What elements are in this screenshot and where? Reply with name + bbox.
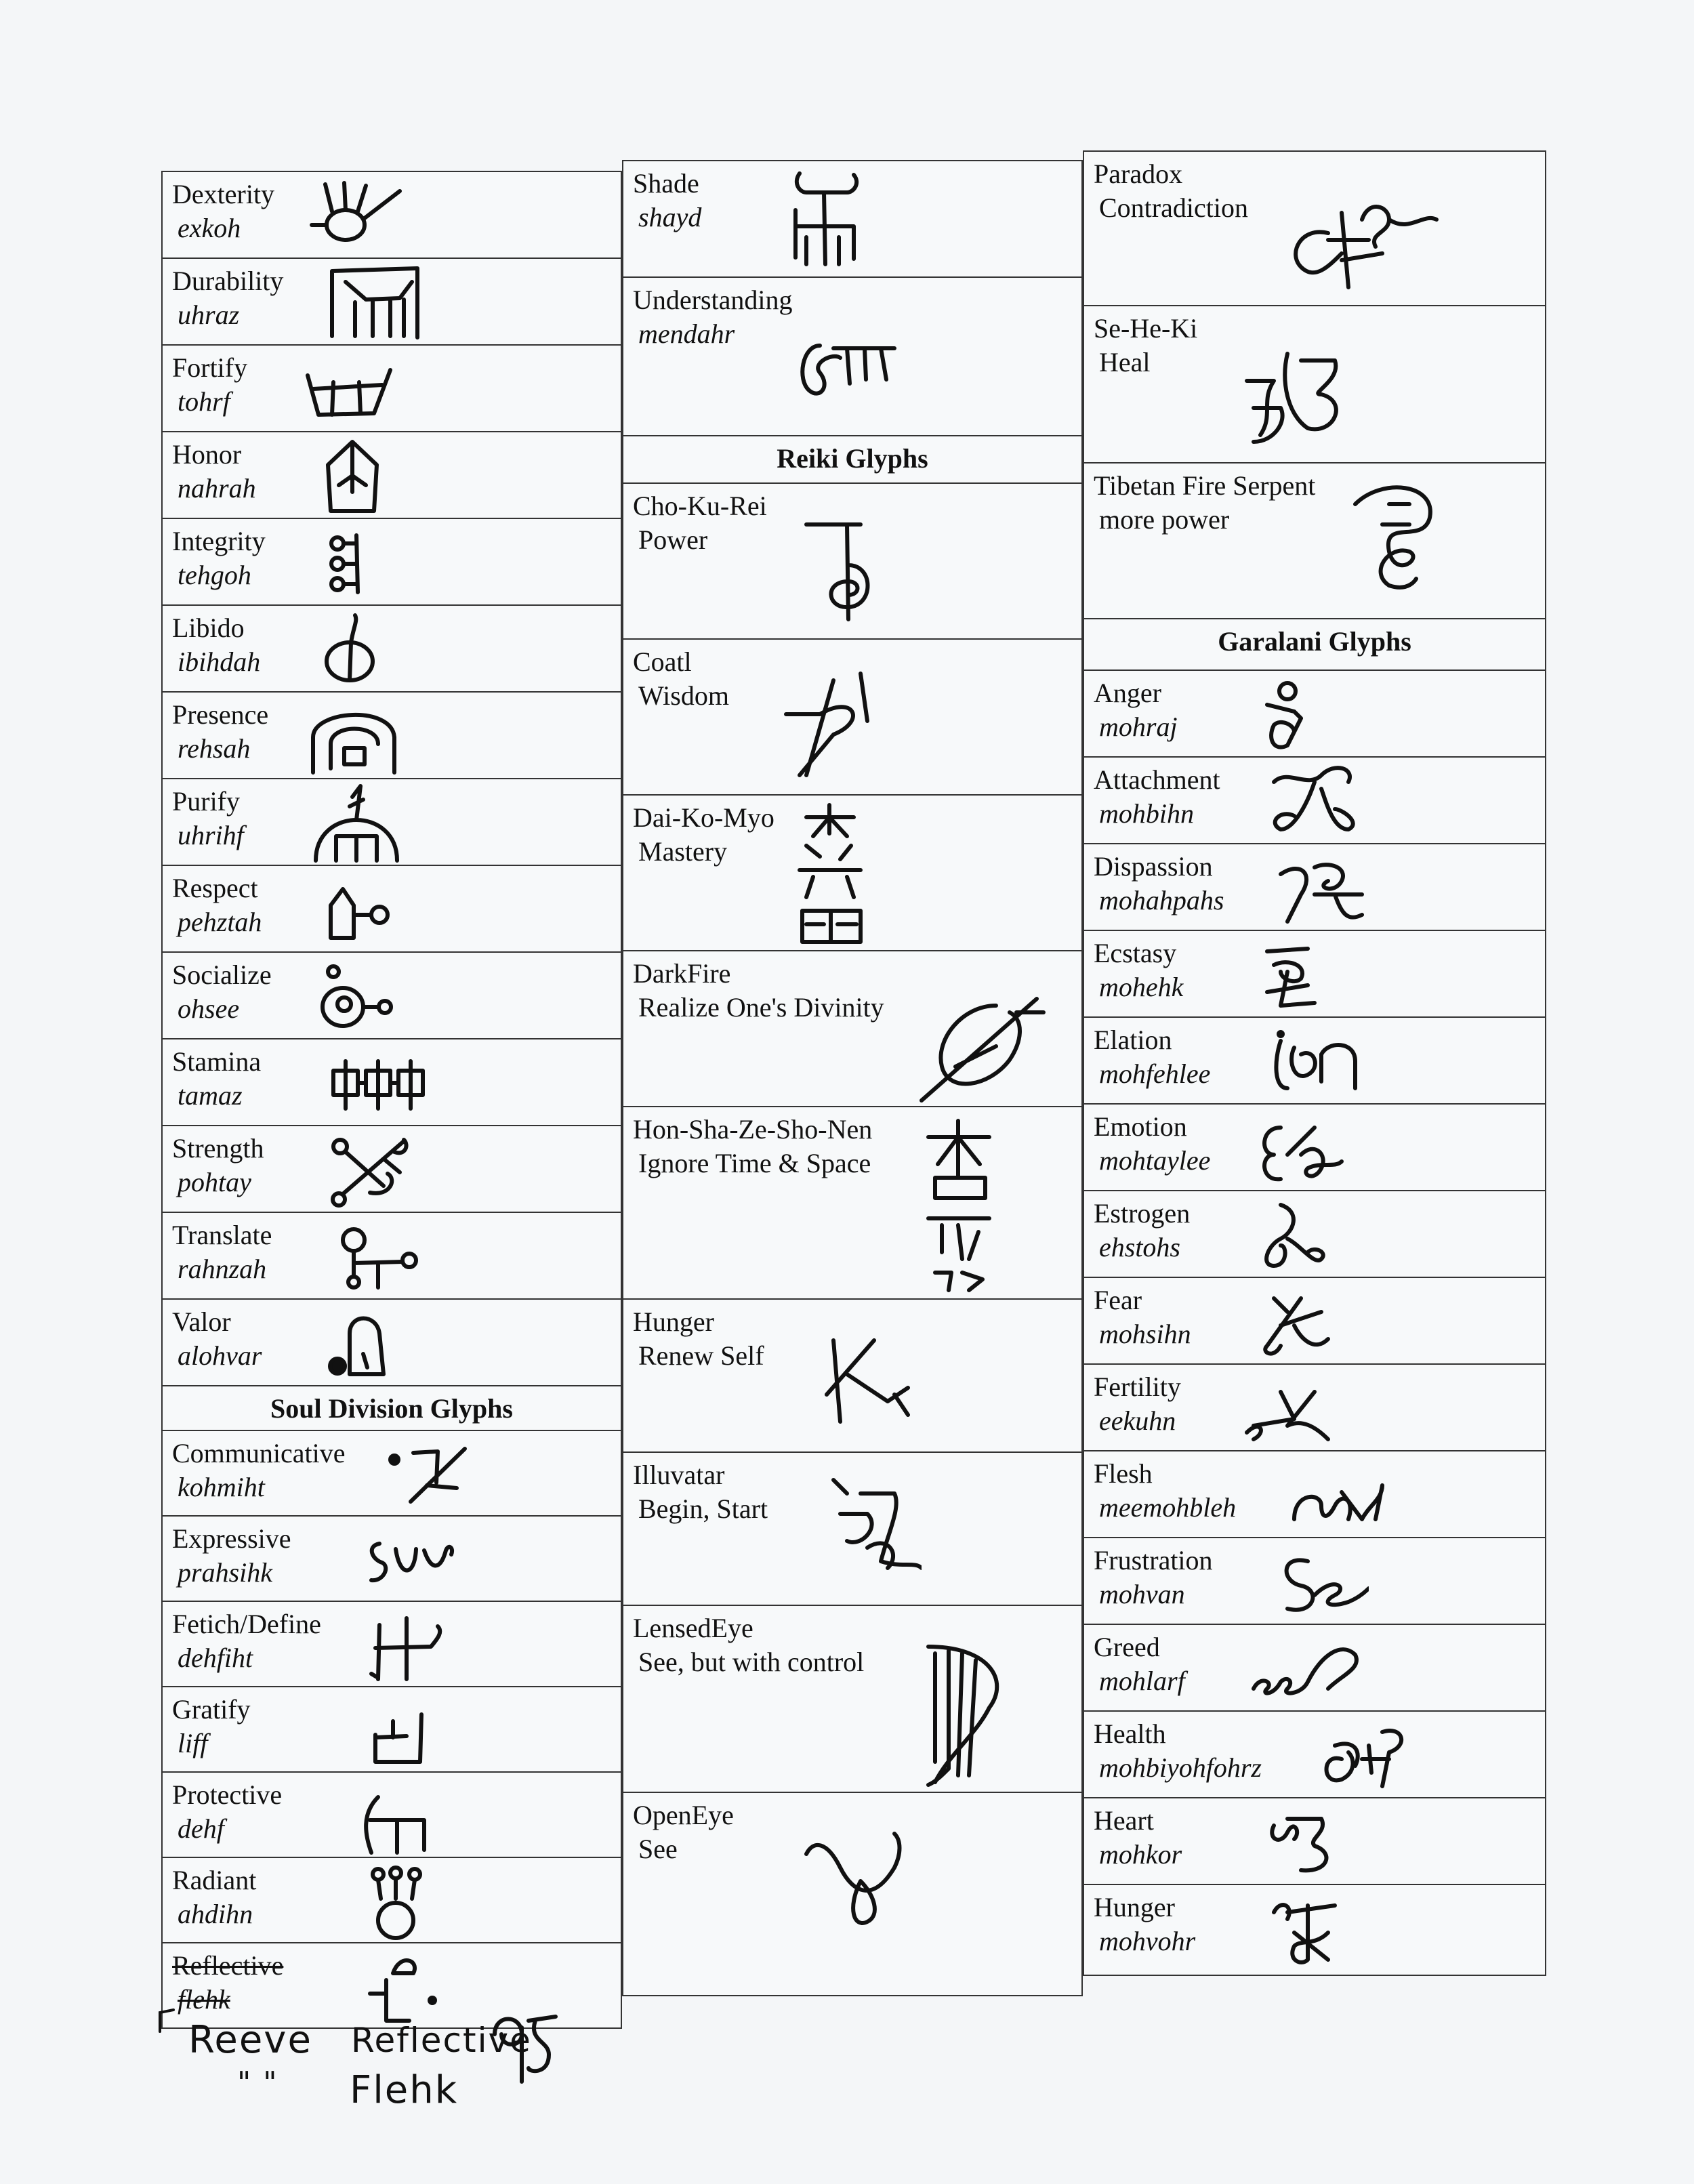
- gratify-glyph-icon: [366, 1701, 434, 1769]
- dispassion-glyph-icon: [1274, 854, 1376, 928]
- glyph-word: tehgoh: [178, 560, 251, 590]
- glyph-name: Heart: [1094, 1805, 1154, 1836]
- section-title-garalani: Garalani Glyphs: [1084, 619, 1545, 671]
- lensedeye-glyph-icon: [908, 1640, 1010, 1789]
- socialize-glyph-icon: [317, 962, 398, 1033]
- glyph-row-health: [1084, 1712, 1545, 1798]
- handwritten-flehk: Flehk: [350, 2068, 459, 2112]
- glyph-row-emotion: [1084, 1105, 1545, 1191]
- glyph-name: Integrity: [172, 526, 266, 556]
- glyph-word: eekuhn: [1099, 1405, 1176, 1436]
- glyph-name: OpenEye: [633, 1800, 734, 1830]
- dai-ko-myo-glyph-icon: [786, 802, 874, 947]
- handwritten-ditto: " ": [237, 2065, 278, 2100]
- glyph-row-estrogen: [1084, 1191, 1545, 1278]
- glyph-row-stamina: [163, 1039, 621, 1126]
- glyph-meaning: See, but with control: [638, 1647, 865, 1677]
- glyph-meaning: more power: [1099, 504, 1230, 535]
- column-reiki-glyphs: [622, 160, 1083, 1996]
- glyph-word: rahnzah: [178, 1254, 267, 1284]
- glyph-row-communicative: [163, 1431, 621, 1517]
- glyph-row-honor: [163, 432, 621, 519]
- glyph-row-tibetan-fire-serpent: [1084, 463, 1545, 619]
- glyph-name: Socialize: [172, 960, 272, 990]
- estrogen-glyph-icon: [1247, 1198, 1328, 1275]
- glyph-word: liff: [178, 1728, 208, 1758]
- glyph-name: Anger: [1094, 678, 1161, 708]
- valor-glyph-icon: [323, 1306, 397, 1381]
- glyph-name: Radiant: [172, 1865, 257, 1895]
- section-title-soul-division: Soul Division Glyphs: [163, 1386, 621, 1431]
- glyph-row-fear: [1084, 1278, 1545, 1365]
- glyph-word: mohahpahs: [1099, 885, 1224, 915]
- openeye-glyph-icon: [800, 1827, 915, 1935]
- glyph-name: Communicative: [172, 1438, 346, 1468]
- glyph-name: Honor: [172, 439, 242, 470]
- glyph-name: Durability: [172, 266, 284, 296]
- glyph-word: meemohbleh: [1099, 1492, 1237, 1523]
- paradox-glyph-icon: [1274, 192, 1450, 301]
- glyph-name: Health: [1094, 1718, 1166, 1749]
- strength-glyph-icon: [329, 1132, 417, 1210]
- glyph-word: dehfiht: [178, 1643, 253, 1673]
- glyph-meaning: Realize One's Divinity: [638, 992, 884, 1023]
- glyph-row-shade: [623, 161, 1081, 278]
- tibetan-fire-serpent-glyph-icon: [1342, 477, 1450, 599]
- insertion-mark-icon: [154, 2007, 182, 2034]
- glyph-row-translate: [163, 1213, 621, 1300]
- glyph-row-socialize: [163, 953, 621, 1039]
- flesh-glyph-icon: [1287, 1472, 1396, 1533]
- glyph-word: mohfehlee: [1099, 1058, 1211, 1089]
- glyph-name: Valor: [172, 1306, 231, 1337]
- glyph-word: mohraj: [1099, 712, 1178, 742]
- glyph-name: Tibetan Fire Serpent: [1094, 470, 1316, 501]
- glyph-word: mohvohr: [1099, 1926, 1196, 1956]
- glyph-word: uhraz: [178, 300, 240, 330]
- glyph-word: uhrihf: [178, 820, 244, 850]
- glyph-name: Se-He-Ki: [1094, 313, 1198, 344]
- glyph-name: Greed: [1094, 1632, 1160, 1662]
- glyph-row-dai-ko-myo: [623, 796, 1081, 951]
- glyph-name: Hon-Sha-Ze-Sho-Nen: [633, 1114, 873, 1145]
- glyph-row-presence: [163, 693, 621, 779]
- glyph-meaning: Heal: [1099, 347, 1151, 377]
- glyph-word: ohsee: [178, 993, 240, 1024]
- glyph-word: tohrf: [178, 386, 230, 417]
- glyph-row-lensedeye: [623, 1606, 1081, 1793]
- glyph-meaning: Begin, Start: [638, 1493, 768, 1524]
- glyph-row-respect: [163, 866, 621, 953]
- reflective-glyph-icon: [359, 1953, 447, 2027]
- glyph-row-heart: [1084, 1798, 1545, 1885]
- glyph-name: Hunger: [633, 1306, 714, 1337]
- handwritten-reflective-glyph-icon: [488, 2007, 562, 2088]
- glyph-meaning: Contradiction: [1099, 192, 1248, 223]
- respect-glyph-icon: [323, 882, 397, 943]
- glyph-name: Translate: [172, 1220, 272, 1250]
- glyph-row-strength: [163, 1126, 621, 1213]
- glyph-name: Coatl: [633, 646, 692, 677]
- understanding-glyph-icon: [793, 325, 901, 407]
- glyph-name: Dispassion: [1094, 851, 1213, 882]
- hunger-renew-glyph-icon: [813, 1327, 915, 1435]
- glyph-name: Cho-Ku-Rei: [633, 491, 767, 521]
- glyph-name: Strength: [172, 1133, 264, 1163]
- purify-glyph-icon: [309, 779, 404, 865]
- hon-sha-ze-sho-nen-glyph-icon: [922, 1117, 996, 1294]
- glyph-name: Paradox: [1094, 159, 1183, 189]
- glyph-word: tamaz: [178, 1080, 243, 1111]
- glyph-meaning: Renew Self: [638, 1340, 764, 1371]
- durability-glyph-icon: [325, 262, 427, 343]
- glyph-row-gratify: [163, 1687, 621, 1773]
- glyph-word: prahsihk: [178, 1557, 272, 1588]
- libido-glyph-icon: [316, 613, 384, 687]
- glyph-word: exkoh: [178, 213, 241, 243]
- glyph-word: rehsah: [178, 733, 251, 764]
- glyph-name: Emotion: [1094, 1111, 1187, 1142]
- glyph-row-frustration: [1084, 1538, 1545, 1625]
- glyph-row-dispassion: [1084, 844, 1545, 931]
- honor-glyph-icon: [318, 438, 386, 516]
- glyph-row-fetich-define: [163, 1602, 621, 1687]
- greed-glyph-icon: [1247, 1634, 1362, 1709]
- handwritten-reeve: Reeve: [188, 2018, 312, 2062]
- glyph-row-hunger-renew: [623, 1300, 1081, 1453]
- dexterity-glyph-icon: [305, 178, 407, 252]
- glyph-word: mohtaylee: [1099, 1145, 1211, 1176]
- glyph-word: ibihdah: [178, 646, 261, 677]
- glyph-row-valor: [163, 1300, 621, 1386]
- glyph-row-elation: [1084, 1018, 1545, 1105]
- glyph-name: Frustration: [1094, 1545, 1213, 1575]
- anger-glyph-icon: [1240, 678, 1321, 756]
- expressive-glyph-icon: [359, 1530, 461, 1598]
- glyph-name: Respect: [172, 873, 258, 903]
- stamina-glyph-icon: [328, 1054, 430, 1115]
- glyph-word: mohbihn: [1099, 798, 1194, 829]
- cho-ku-rei-glyph-icon: [800, 511, 888, 626]
- glyph-name: Understanding: [633, 285, 793, 315]
- glyph-row-purify: [163, 779, 621, 866]
- glyph-row-hon-sha-ze-sho-nen: [623, 1107, 1081, 1300]
- glyph-row-greed: [1084, 1625, 1545, 1712]
- column-personal-glyphs: [161, 171, 622, 2029]
- glyph-word: mohsihn: [1099, 1319, 1191, 1349]
- section-title-reiki: Reiki Glyphs: [623, 436, 1081, 484]
- glyph-name-struck: Reflective: [172, 1950, 284, 1981]
- glyph-name: DarkFire: [633, 958, 731, 989]
- glyph-name: Presence: [172, 699, 269, 730]
- fear-glyph-icon: [1254, 1285, 1335, 1362]
- glyph-name: Fetich/Define: [172, 1609, 321, 1639]
- glyph-row-illuvatar: [623, 1453, 1081, 1606]
- glyph-name: Elation: [1094, 1025, 1172, 1055]
- glyph-word: ahdihn: [178, 1899, 253, 1929]
- glyph-word: mohkor: [1099, 1839, 1182, 1870]
- glyph-name: LensedEye: [633, 1613, 753, 1643]
- glyph-word: mendahr: [638, 318, 735, 349]
- glyph-name: Attachment: [1094, 764, 1220, 795]
- illuvatar-glyph-icon: [820, 1466, 922, 1588]
- glyph-name: Shade: [633, 168, 699, 199]
- heart-glyph-icon: [1260, 1805, 1342, 1880]
- glyph-name: Fear: [1094, 1285, 1142, 1315]
- glyph-name: Protective: [172, 1779, 283, 1810]
- shade-glyph-icon: [786, 169, 867, 271]
- ecstasy-glyph-icon: [1254, 938, 1328, 1012]
- glyph-word: shayd: [638, 202, 702, 232]
- glyph-meaning: Ignore Time & Space: [638, 1148, 871, 1178]
- communicative-glyph-icon: [386, 1441, 474, 1508]
- darkfire-glyph-icon: [915, 992, 1050, 1107]
- glyph-meaning: Wisdom: [638, 680, 729, 711]
- glyph-row-expressive: [163, 1517, 621, 1602]
- glyph-name: Estrogen: [1094, 1198, 1191, 1229]
- glyph-name: Flesh: [1094, 1458, 1153, 1489]
- glyph-word: mohvan: [1099, 1579, 1185, 1609]
- glyph-row-darkfire: [623, 951, 1081, 1107]
- glyph-word: alohvar: [178, 1340, 262, 1371]
- glyph-row-dexterity: [163, 172, 621, 259]
- emotion-glyph-icon: [1254, 1114, 1348, 1189]
- glyph-row-libido: [163, 606, 621, 693]
- glyph-row-se-he-ki: [1084, 306, 1545, 463]
- coatl-glyph-icon: [779, 667, 894, 782]
- glyph-name: Ecstasy: [1094, 938, 1177, 968]
- glyph-row-attachment: [1084, 758, 1545, 844]
- frustration-glyph-icon: [1267, 1548, 1369, 1622]
- glyph-row-flesh: [1084, 1451, 1545, 1538]
- glyph-row-coatl: [623, 640, 1081, 796]
- glyph-word: kohmiht: [178, 1472, 265, 1502]
- hunger-garalani-glyph-icon: [1267, 1892, 1342, 1973]
- glyph-name: Hunger: [1094, 1892, 1175, 1922]
- glyph-row-protective: [163, 1773, 621, 1858]
- attachment-glyph-icon: [1267, 762, 1369, 843]
- glyph-row-openeye: [623, 1793, 1081, 1996]
- glyph-name: Fertility: [1094, 1372, 1181, 1402]
- glyph-word: mohbiyohfohrz: [1099, 1752, 1262, 1783]
- glyph-name: Fortify: [172, 352, 248, 383]
- integrity-glyph-icon: [323, 530, 377, 598]
- glyph-word: nahrah: [178, 473, 256, 503]
- radiant-glyph-icon: [365, 1865, 432, 1943]
- glyph-row-ecstasy: [1084, 931, 1545, 1018]
- glyph-word: mohehk: [1099, 972, 1184, 1002]
- glyph-row-integrity: [163, 519, 621, 606]
- glyph-row-paradox: [1084, 152, 1545, 306]
- glyph-name: Illuvatar: [633, 1460, 725, 1490]
- translate-glyph-icon: [336, 1220, 424, 1294]
- column-garalani-glyphs: [1083, 150, 1546, 1976]
- glyph-meaning: Mastery: [638, 836, 728, 867]
- glyph-name: Dai-Ko-Myo: [633, 802, 774, 833]
- glyph-word: pehztah: [178, 907, 262, 937]
- glyph-row-fortify: [163, 346, 621, 432]
- fortify-glyph-icon: [298, 355, 407, 423]
- glyph-row-anger: [1084, 671, 1545, 758]
- fertility-glyph-icon: [1240, 1378, 1342, 1446]
- glyph-name: Dexterity: [172, 179, 275, 209]
- glyph-name: Gratify: [172, 1694, 251, 1725]
- glyph-word: mohlarf: [1099, 1666, 1185, 1696]
- fetich-glyph-icon: [363, 1611, 458, 1686]
- health-glyph-icon: [1315, 1718, 1416, 1796]
- glyph-name: Purify: [172, 786, 240, 817]
- glyph-row-hunger-garalani: [1084, 1885, 1545, 1976]
- glyph-row-understanding: [623, 278, 1081, 436]
- glyph-word: ehstohs: [1099, 1232, 1180, 1262]
- glyph-row-fertility: [1084, 1365, 1545, 1451]
- se-he-ki-glyph-icon: [1233, 340, 1355, 455]
- glyph-name: Expressive: [172, 1523, 291, 1554]
- glyph-meaning: Power: [638, 524, 708, 555]
- glyph-word-struck: flehk: [178, 1984, 230, 2015]
- glyph-row-durability: [163, 259, 621, 346]
- elation-glyph-icon: [1267, 1027, 1369, 1102]
- glyph-word: pohtay: [178, 1167, 251, 1197]
- protective-glyph-icon: [358, 1793, 439, 1858]
- glyph-name: Libido: [172, 613, 245, 643]
- glyph-name: Stamina: [172, 1046, 262, 1077]
- glyph-word: dehf: [178, 1813, 224, 1844]
- presence-glyph-icon: [304, 697, 405, 777]
- glyph-row-radiant: [163, 1858, 621, 1943]
- glyph-meaning: See: [638, 1834, 678, 1864]
- handwritten-reflective: Reflective: [351, 2021, 532, 2060]
- glyph-row-cho-ku-rei: [623, 484, 1081, 640]
